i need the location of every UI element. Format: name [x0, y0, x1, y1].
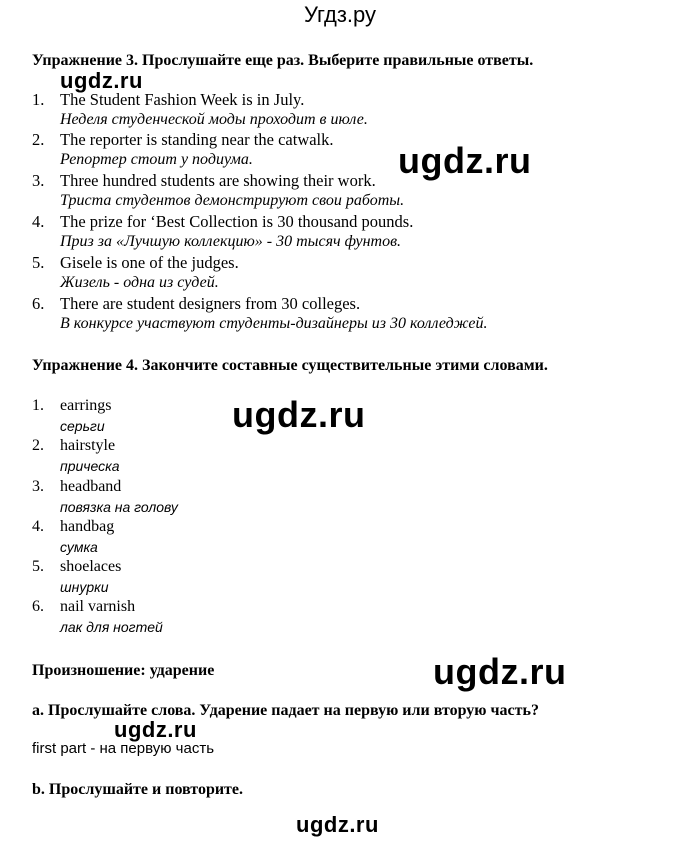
- item-translation: В конкурсе участвуют студенты-дизайнеры из 30 колледжей.: [60, 315, 488, 332]
- item-translation: сумка: [60, 539, 98, 556]
- item-number: 4.: [32, 518, 44, 535]
- list-item: [32, 171, 404, 211]
- item-english: Three hundred students are showing their work.: [60, 171, 376, 190]
- exercise-3-heading: Упражнение 3. Прослушайте еще раз. Выберите правильные ответы.: [32, 52, 534, 69]
- list-item: [32, 294, 487, 334]
- item-english: earrings: [60, 397, 112, 414]
- list-item: [32, 557, 121, 597]
- item-english: The Student Fashion Week is in July.: [60, 90, 305, 109]
- site-title: Угдз.ру: [303, 2, 377, 27]
- item-number: 5.: [32, 253, 45, 272]
- item-number: 2.: [32, 130, 45, 149]
- item-translation: серьги: [60, 418, 105, 435]
- list-item: [32, 477, 178, 517]
- pronunciation-b-heading: b. Прослушайте и повторите.: [32, 781, 244, 798]
- item-translation: Репортер стоит у подиума.: [60, 151, 253, 168]
- list-item: [32, 436, 120, 476]
- item-number: 4.: [32, 212, 45, 231]
- item-english: headband: [60, 478, 122, 495]
- watermark: ugdz.ru: [398, 140, 532, 181]
- item-number: 3.: [32, 171, 45, 190]
- item-translation: Триста студентов демонстрируют свои работы.: [60, 192, 405, 209]
- list-item: [32, 597, 163, 637]
- pronunciation-heading: Произношение: ударение: [32, 662, 215, 679]
- item-number: 2.: [32, 437, 44, 454]
- item-number: 6.: [32, 294, 45, 313]
- item-number: 5.: [32, 558, 44, 575]
- list-item: [32, 212, 413, 252]
- item-english: shoelaces: [60, 558, 122, 575]
- list-item: [32, 130, 334, 170]
- watermark: ugdz.ru: [232, 394, 366, 435]
- watermark: ugdz.ru: [114, 717, 197, 742]
- item-english: The prize for ‘Best Collection is 30 thousand pounds.: [60, 212, 414, 231]
- item-english: handbag: [60, 518, 115, 535]
- item-english: hairstyle: [60, 437, 116, 454]
- item-translation: прическа: [60, 458, 120, 475]
- list-item: [32, 396, 112, 436]
- pronunciation-a-answer: first part - на первую часть: [32, 740, 215, 757]
- watermark: ugdz.ru: [433, 651, 567, 692]
- item-translation: Неделя студенческой моды проходит в июле.: [60, 111, 368, 128]
- item-translation: повязка на голову: [60, 499, 178, 516]
- watermark: ugdz.ru: [296, 812, 379, 837]
- exercise-4-heading: Упражнение 4. Закончите составные существительные этими словами.: [32, 357, 548, 374]
- item-translation: Приз за «Лучшую коллекцию» - 30 тысяч фунтов.: [60, 233, 402, 250]
- item-number: 6.: [32, 598, 44, 615]
- item-english: The reporter is standing near the catwalk.: [60, 130, 334, 149]
- item-english: There are student designers from 30 colleges.: [60, 294, 361, 313]
- list-item: [32, 253, 239, 293]
- item-translation: лак для ногтей: [60, 619, 163, 636]
- list-item: [32, 90, 368, 130]
- item-number: 3.: [32, 478, 44, 495]
- list-item: [32, 517, 114, 557]
- item-number: 1.: [32, 397, 44, 414]
- item-translation: Жизель - одна из судей.: [60, 274, 219, 291]
- pronunciation-a-heading: a. Прослушайте слова. Ударение падает на первую или вторую часть?: [32, 702, 539, 719]
- item-english: Gisele is one of the judges.: [60, 253, 239, 272]
- watermark: ugdz.ru: [60, 68, 143, 93]
- item-english: nail varnish: [60, 598, 136, 615]
- item-number: 1.: [32, 90, 45, 109]
- item-translation: шнурки: [60, 579, 109, 596]
